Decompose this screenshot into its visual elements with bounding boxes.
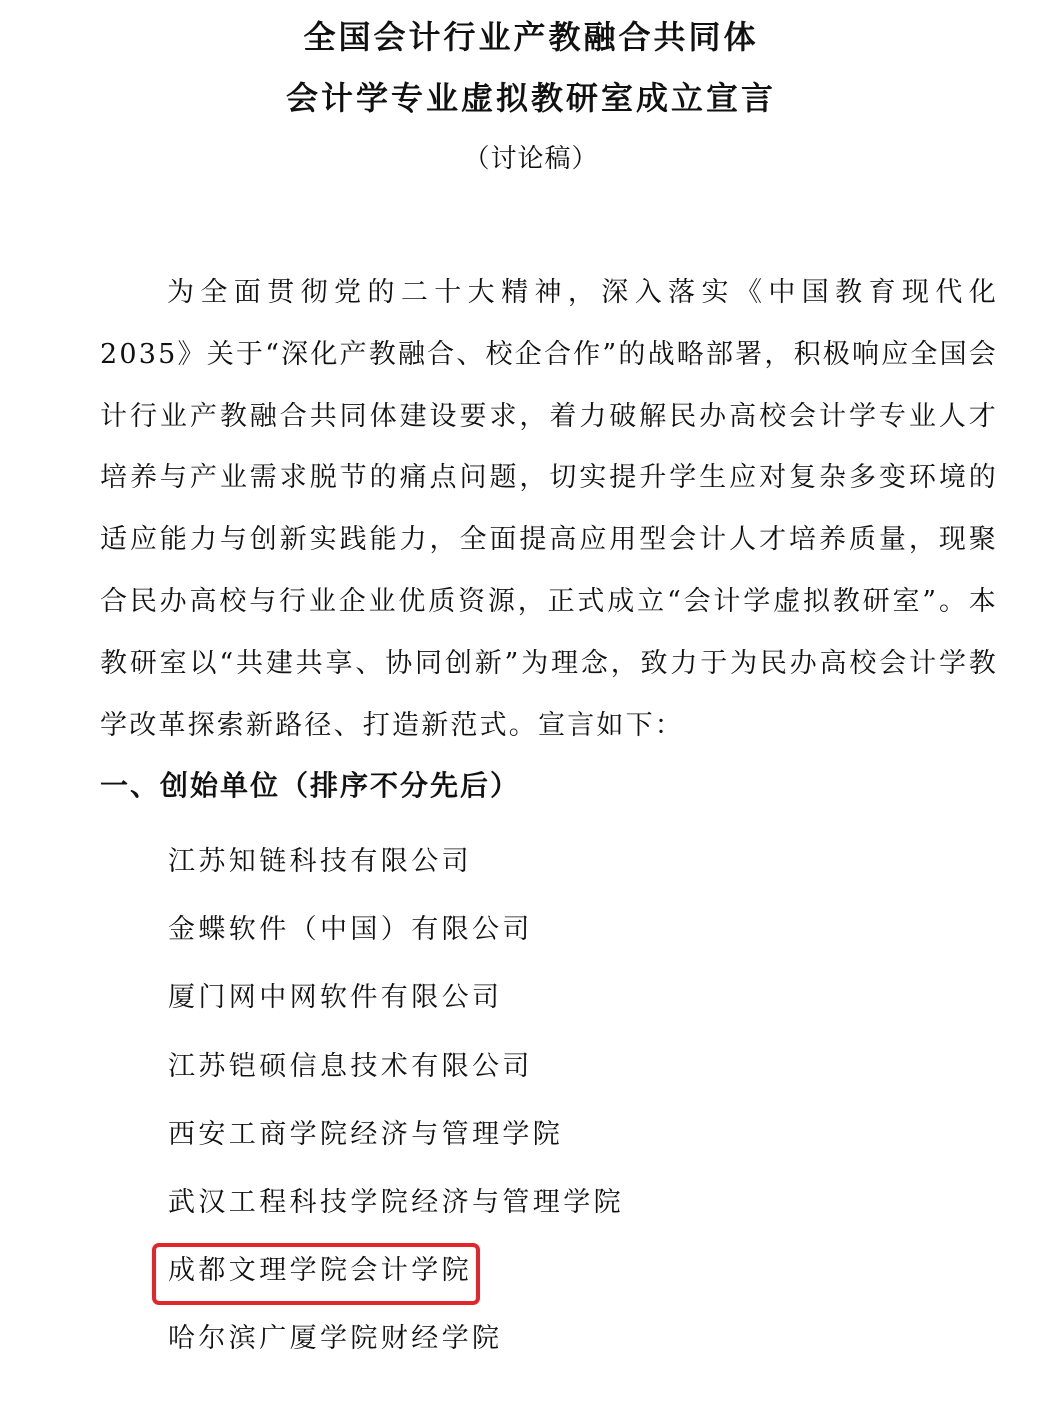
- founding-unit-item: 金蝶软件（中国）有限公司: [168, 914, 533, 946]
- document-subtitle: （讨论稿）: [463, 144, 599, 174]
- founding-unit-item: 厦门网中网软件有限公司: [168, 982, 503, 1014]
- founding-units-list: [168, 848, 624, 1394]
- document-title-line1: 全国会计行业产教融合共同体: [303, 18, 759, 56]
- founding-unit-item: 西安工商学院经济与管理学院: [168, 1118, 564, 1150]
- founding-unit-item: 武汉工程科技学院经济与管理学院: [168, 1186, 624, 1218]
- founding-unit-item: 哈尔滨广厦学院财经学院: [168, 1323, 503, 1355]
- intro-paragraph: 为全面贯彻党的二十大精神，深入落实《中国教育现代化 2035》关于“深化产教融合、校企合作”的战略部署，积极响应全国会计行业产教融合共同体建设要求，着力破解民办高校会计学专业人才培养与产业需求脱节的痛点问题，切实提升学生应对复杂多变环境的适应能力与创新实践能力，全面提高应用型会计人才培养质量，现聚合民办高校与行业企业优质资源，正式成立“会计学虚拟教研室”。本教研室以“共建共享、协同创新”为理念，致力于为民办高校会计学教学改革探索新路径、打造新范式。宣言如下：: [100, 277, 998, 741]
- section-heading-founding-units: 一、创始单位（排序不分先后）: [100, 769, 521, 802]
- founding-unit-item-highlighted: 成都文理学院会计学院: [168, 1255, 472, 1287]
- founding-unit-item: 江苏知链科技有限公司: [168, 846, 472, 877]
- document-title-line2: 会计学专业虚拟教研室成立宣言: [285, 79, 776, 117]
- highlight-box: [152, 1243, 480, 1305]
- founding-unit-item: 江苏铠硕信息技术有限公司: [168, 1050, 533, 1082]
